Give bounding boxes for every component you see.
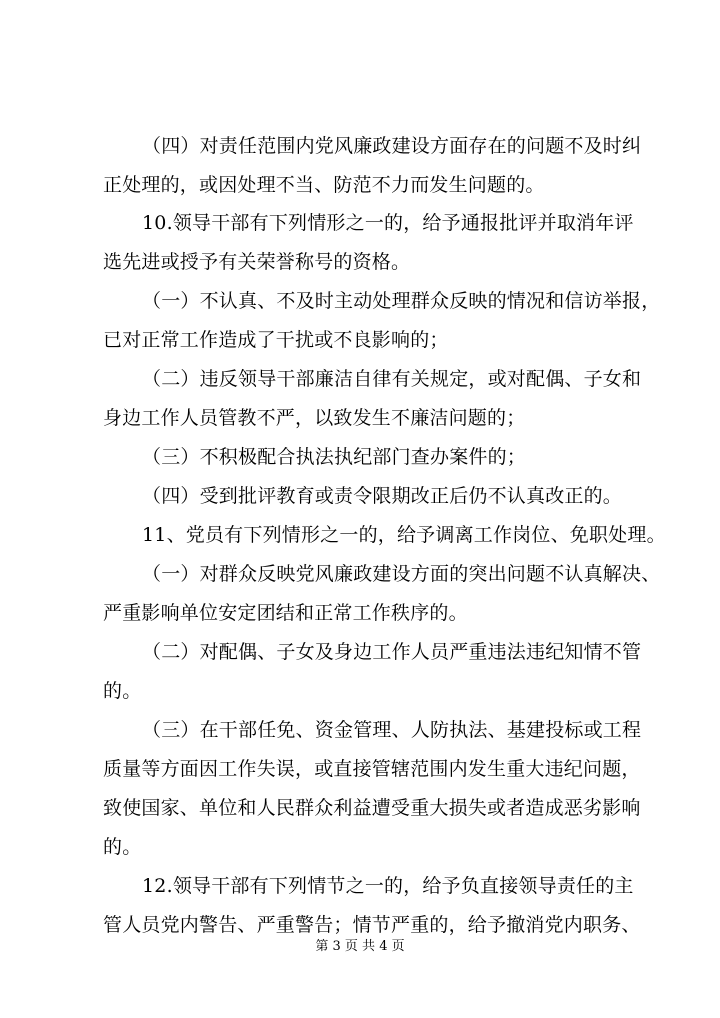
paragraph-line: （一）对群众反映党风廉政建设方面的突出问题不认真解决、 <box>142 563 661 585</box>
paragraph-line: 选先进或授予有关荣誉称号的资格。 <box>103 251 411 273</box>
page-number-footer: 第 3 页 共 4 页 <box>315 939 405 954</box>
paragraph-line: （四）对责任范围内党风廉政建设方面存在的问题不及时纠 <box>142 135 642 157</box>
paragraph-line: 严重影响单位安定团结和正常工作秩序的。 <box>103 602 468 624</box>
paragraph-line: （二）对配偶、子女及身边工作人员严重违法违纪知情不管 <box>142 641 642 663</box>
paragraph-line: 11、党员有下列情形之一的，给予调离工作岗位、免职处理。 <box>142 524 666 546</box>
paragraph-line: 致使国家、单位和人民群众利益遭受重大损失或者造成恶劣影响 <box>103 797 641 819</box>
paragraph-line: （三）不积极配合执法执纪部门查办案件的； <box>142 446 527 468</box>
paragraph-line: （三）在干部任免、资金管理、人防执法、基建投标或工程 <box>142 719 642 741</box>
paragraph-line: 的。 <box>103 836 142 858</box>
paragraph-line: 正处理的，或因处理不当、防范不力而发生问题的。 <box>103 174 545 196</box>
paragraph-line: 质量等方面因工作失误，或直接管辖范围内发生重大违纪问题， <box>103 758 641 780</box>
paragraph-line: 已对正常工作造成了干扰或不良影响的； <box>103 329 449 351</box>
paragraph-line: 12.领导干部有下列情节之一的，给予负直接领导责任的主 <box>142 875 634 897</box>
paragraph-line: （二）违反领导干部廉洁自律有关规定，或对配偶、子女和 <box>142 368 642 390</box>
paragraph-line: 的。 <box>103 680 142 702</box>
paragraph-line: （一）不认真、不及时主动处理群众反映的情况和信访举报， <box>142 290 661 312</box>
paragraph-line: 管人员党内警告、严重警告；情节严重的，给予撤消党内职务、 <box>103 914 641 936</box>
paragraph-line: 身边工作人员管教不严，以致发生不廉洁问题的； <box>103 407 526 429</box>
paragraph-line: 10.领导干部有下列情形之一的，给予通报批评并取消年评 <box>142 212 634 234</box>
paragraph-line: （四）受到批评教育或责令限期改正后仍不认真改正的。 <box>142 485 623 507</box>
